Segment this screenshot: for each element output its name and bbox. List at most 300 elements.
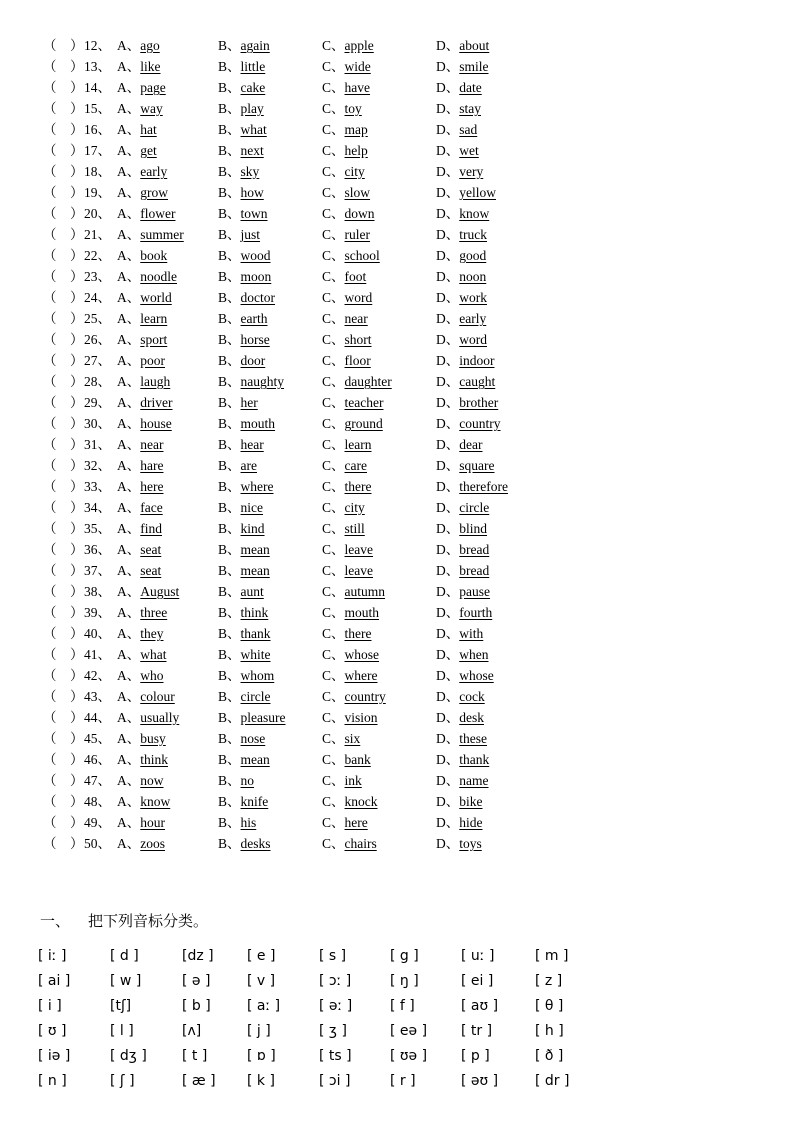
question-number-value: 34 (84, 500, 98, 515)
answer-blank[interactable]: （ ） (43, 248, 84, 263)
answer-blank[interactable]: （ ） (43, 752, 84, 767)
option-c (322, 812, 368, 833)
phonetic-symbol: [ ə ] (182, 973, 211, 989)
option-letter: D、 (436, 122, 460, 137)
answer-blank[interactable]: （ ） (43, 206, 84, 221)
option-word: how (240, 185, 264, 200)
option-word: ink (344, 773, 362, 788)
option-word: floor (344, 353, 371, 368)
question-row (0, 518, 794, 539)
phonetic-symbol: [ i ] (38, 998, 62, 1014)
option-d (436, 329, 487, 350)
answer-blank[interactable]: （ ） (43, 122, 84, 137)
question-number-value: 28 (84, 374, 98, 389)
option-word: whose (459, 668, 494, 683)
question-number-value: 30 (84, 416, 98, 431)
option-letter: C、 (322, 290, 345, 305)
answer-blank[interactable]: （ ） (43, 227, 84, 242)
answer-blank[interactable]: （ ） (43, 416, 84, 431)
option-letter: B、 (218, 227, 241, 242)
option-letter: A、 (117, 290, 141, 305)
option-letter: C、 (322, 773, 345, 788)
option-word: sport (140, 332, 168, 347)
answer-blank[interactable]: （ ） (43, 836, 84, 851)
answer-blank[interactable]: （ ） (43, 143, 84, 158)
option-word: usually (140, 710, 180, 725)
option-letter: B、 (218, 521, 241, 536)
option-b (218, 770, 254, 791)
option-word: thank (240, 626, 271, 641)
option-a (117, 833, 165, 854)
symbol-row (38, 969, 598, 994)
option-letter: A、 (117, 542, 141, 557)
option-letter: B、 (218, 101, 241, 116)
option-a (117, 728, 166, 749)
phonetic-symbol: [ ɒ ] (247, 1048, 276, 1064)
phonetic-symbol: [ uː ] (461, 948, 495, 964)
option-letter: D、 (436, 38, 460, 53)
option-word: get (140, 143, 157, 158)
option-b (218, 287, 275, 308)
option-b (218, 329, 270, 350)
option-word: brother (459, 395, 499, 410)
option-word: mean (240, 542, 270, 557)
question-number: 35、 (84, 521, 111, 536)
option-word: bank (344, 752, 371, 767)
answer-blank[interactable]: （ ） (43, 794, 84, 809)
option-c (322, 77, 370, 98)
option-a (117, 350, 165, 371)
question-number-value: 25 (84, 311, 98, 326)
option-b (218, 182, 264, 203)
option-letter: B、 (218, 689, 241, 704)
option-letter: C、 (322, 269, 345, 284)
answer-blank[interactable]: （ ） (43, 458, 84, 473)
answer-blank[interactable]: （ ） (43, 269, 84, 284)
option-c (322, 161, 365, 182)
option-letter: D、 (436, 479, 460, 494)
option-letter: A、 (117, 500, 141, 515)
option-letter: D、 (436, 269, 460, 284)
option-letter: B、 (218, 290, 241, 305)
option-word: his (240, 815, 257, 830)
option-letter: C、 (322, 80, 345, 95)
phonetic-symbol: [ əː ] (319, 998, 353, 1014)
option-letter: B、 (218, 563, 241, 578)
option-letter: C、 (322, 689, 345, 704)
question-number-value: 45 (84, 731, 98, 746)
option-word: early (459, 311, 487, 326)
option-letter: A、 (117, 773, 141, 788)
option-c (322, 791, 378, 812)
option-word: three (140, 605, 168, 620)
option-c (322, 350, 371, 371)
option-d (436, 623, 483, 644)
question-row (0, 434, 794, 455)
question-number: 37、 (84, 563, 111, 578)
option-letter: B、 (218, 815, 241, 830)
answer-blank[interactable]: （ ） (43, 185, 84, 200)
option-word: teacher (344, 395, 384, 410)
option-c (322, 119, 368, 140)
answer-blank[interactable]: （ ） (43, 773, 84, 788)
question-row (0, 455, 794, 476)
option-b (218, 98, 264, 119)
option-word: sky (240, 164, 260, 179)
option-b (218, 140, 264, 161)
option-c (322, 203, 375, 224)
question-number: 18、 (84, 164, 111, 179)
option-word: school (344, 248, 380, 263)
option-b (218, 35, 270, 56)
phonetic-symbol: [ v ] (247, 973, 276, 989)
phonetic-symbol: [ ʒ ] (319, 1023, 347, 1039)
option-letter: B、 (218, 542, 241, 557)
option-word: again (240, 38, 270, 53)
answer-blank[interactable]: （ ） (43, 479, 84, 494)
option-word: aunt (240, 584, 264, 599)
option-a (117, 371, 170, 392)
option-d (436, 455, 494, 476)
question-row (0, 119, 794, 140)
option-letter: B、 (218, 647, 241, 662)
option-word: about (459, 38, 490, 53)
section-heading (40, 910, 208, 931)
option-b (218, 686, 271, 707)
option-word: have (344, 80, 370, 95)
option-letter: C、 (322, 647, 345, 662)
option-b (218, 413, 275, 434)
phonetic-symbol: [dz ] (182, 948, 214, 964)
option-d (436, 518, 487, 539)
option-b (218, 266, 271, 287)
option-d (436, 35, 489, 56)
option-d (436, 392, 498, 413)
option-word: hare (140, 458, 164, 473)
answer-blank[interactable]: （ ） (43, 374, 84, 389)
answer-blank[interactable]: （ ） (43, 500, 84, 515)
option-d (436, 224, 487, 245)
option-letter: A、 (117, 626, 141, 641)
option-letter: B、 (218, 59, 241, 74)
answer-blank[interactable]: （ ） (43, 395, 84, 410)
option-word: grow (140, 185, 168, 200)
option-letter: C、 (322, 143, 345, 158)
option-letter: A、 (117, 458, 141, 473)
option-letter: A、 (117, 563, 141, 578)
phonetic-symbol: [ ʃ ] (110, 1073, 135, 1089)
phonetic-symbol: [ʌ] (182, 1023, 202, 1039)
option-letter: D、 (436, 815, 460, 830)
option-word: kind (240, 521, 265, 536)
option-c (322, 35, 374, 56)
answer-blank[interactable]: （ ） (43, 668, 84, 683)
option-a (117, 413, 172, 434)
answer-blank[interactable]: （ ） (43, 521, 84, 536)
option-letter: A、 (117, 647, 141, 662)
option-b (218, 791, 268, 812)
option-b (218, 119, 267, 140)
question-number: 20、 (84, 206, 111, 221)
option-word: driver (140, 395, 173, 410)
option-b (218, 644, 271, 665)
question-number-value: 47 (84, 773, 98, 788)
option-word: bread (459, 563, 490, 578)
phonetic-symbol: [ s ] (319, 948, 347, 964)
option-c (322, 455, 367, 476)
phonetic-symbol: [ iː ] (38, 948, 67, 964)
phonetic-symbol: [ ɔi ] (319, 1073, 351, 1089)
option-d (436, 686, 485, 707)
option-word: mouth (344, 605, 380, 620)
option-c (322, 308, 368, 329)
option-letter: D、 (436, 437, 460, 452)
answer-blank[interactable]: （ ） (43, 353, 84, 368)
answer-blank[interactable]: （ ） (43, 626, 84, 641)
phonetic-symbol: [ θ ] (535, 998, 564, 1014)
option-word: autumn (344, 584, 386, 599)
option-a (117, 749, 168, 770)
option-word: leave (344, 563, 373, 578)
option-word: ground (344, 416, 383, 431)
option-a (117, 770, 164, 791)
answer-blank[interactable]: （ ） (43, 101, 84, 116)
question-number-value: 27 (84, 353, 98, 368)
question-row (0, 35, 794, 56)
option-c (322, 182, 370, 203)
option-word: hide (459, 815, 483, 830)
answer-blank[interactable]: （ ） (43, 815, 84, 830)
question-number: 33、 (84, 479, 111, 494)
option-a (117, 455, 163, 476)
option-letter: A、 (117, 269, 141, 284)
option-d (436, 413, 501, 434)
option-letter: C、 (322, 227, 345, 242)
option-c (322, 749, 371, 770)
option-b (218, 749, 270, 770)
option-c (322, 539, 373, 560)
answer-blank[interactable]: （ ） (43, 164, 84, 179)
option-letter: C、 (322, 794, 345, 809)
option-letter: C、 (322, 395, 345, 410)
option-letter: C、 (322, 248, 345, 263)
option-word: now (140, 773, 164, 788)
option-word: her (240, 395, 258, 410)
option-d (436, 98, 481, 119)
option-letter: A、 (117, 437, 141, 452)
answer-blank[interactable]: （ ） (43, 38, 84, 53)
option-word: are (240, 458, 257, 473)
option-word: near (344, 311, 368, 326)
option-a (117, 161, 167, 182)
option-b (218, 224, 260, 245)
answer-blank[interactable]: （ ） (43, 563, 84, 578)
option-word: house (140, 416, 172, 431)
option-a (117, 560, 161, 581)
option-c (322, 434, 372, 455)
option-d (436, 560, 489, 581)
option-letter: B、 (218, 731, 241, 746)
option-letter: A、 (117, 164, 141, 179)
option-d (436, 287, 487, 308)
phonetic-symbol: [ ɔː ] (319, 973, 352, 989)
question-row (0, 812, 794, 833)
option-letter: D、 (436, 248, 460, 263)
option-c (322, 371, 392, 392)
option-word: where (344, 668, 378, 683)
option-letter: B、 (218, 143, 241, 158)
option-word: knock (344, 794, 378, 809)
phonetic-symbol: [tʃ] (110, 998, 132, 1014)
option-letter: C、 (322, 542, 345, 557)
option-letter: B、 (218, 185, 241, 200)
option-d (436, 812, 483, 833)
option-a (117, 518, 162, 539)
option-b (218, 245, 271, 266)
answer-blank[interactable]: （ ） (43, 731, 84, 746)
answer-blank[interactable]: （ ） (43, 332, 84, 347)
phonetic-symbol: [ d ] (110, 948, 139, 964)
question-number: 17、 (84, 143, 111, 158)
option-letter: B、 (218, 311, 241, 326)
answer-blank[interactable]: （ ） (43, 542, 84, 557)
option-word: pleasure (240, 710, 286, 725)
option-letter: C、 (322, 563, 345, 578)
option-letter: A、 (117, 59, 141, 74)
question-number: 27、 (84, 353, 111, 368)
option-word: city (344, 164, 365, 179)
option-a (117, 98, 163, 119)
answer-blank[interactable]: （ ） (43, 710, 84, 725)
question-number-value: 46 (84, 752, 98, 767)
question-number-value: 43 (84, 689, 98, 704)
option-letter: D、 (436, 185, 460, 200)
option-word: date (459, 80, 482, 95)
option-b (218, 728, 265, 749)
option-word: sad (459, 122, 478, 137)
option-letter: B、 (218, 710, 241, 725)
phonetic-symbol: [ ŋ ] (390, 973, 419, 989)
question-number-value: 15 (84, 101, 98, 116)
answer-blank[interactable]: （ ） (43, 59, 84, 74)
option-word: bike (459, 794, 483, 809)
option-letter: D、 (436, 773, 460, 788)
option-letter: C、 (322, 500, 345, 515)
option-word: short (344, 332, 372, 347)
option-letter: C、 (322, 752, 345, 767)
option-word: door (240, 353, 266, 368)
option-letter: C、 (322, 626, 345, 641)
question-number: 45、 (84, 731, 111, 746)
option-letter: D、 (436, 710, 460, 725)
option-word: where (240, 479, 274, 494)
option-word: these (459, 731, 487, 746)
option-d (436, 119, 477, 140)
option-word: name (459, 773, 489, 788)
phonetic-symbol: [ k ] (247, 1073, 275, 1089)
option-a (117, 203, 175, 224)
question-row (0, 833, 794, 854)
option-letter: B、 (218, 773, 241, 788)
option-b (218, 371, 284, 392)
question-number: 22、 (84, 248, 111, 263)
option-b (218, 602, 268, 623)
answer-blank[interactable]: （ ） (43, 437, 84, 452)
option-letter: C、 (322, 332, 345, 347)
option-letter: B、 (218, 269, 241, 284)
option-letter: A、 (117, 521, 141, 536)
option-letter: A、 (117, 227, 141, 242)
option-a (117, 266, 177, 287)
answer-blank[interactable]: （ ） (43, 689, 84, 704)
option-letter: C、 (322, 374, 345, 389)
answer-blank[interactable]: （ ） (43, 311, 84, 326)
option-word: page (140, 80, 166, 95)
answer-blank[interactable]: （ ） (43, 647, 84, 662)
option-b (218, 665, 274, 686)
option-letter: D、 (436, 584, 460, 599)
option-c (322, 497, 365, 518)
option-b (218, 434, 264, 455)
option-letter: D、 (436, 311, 460, 326)
option-word: desk (459, 710, 484, 725)
option-word: face (140, 500, 163, 515)
question-number: 30、 (84, 416, 111, 431)
answer-blank[interactable]: （ ） (43, 80, 84, 95)
option-letter: D、 (436, 143, 460, 158)
answer-blank[interactable]: （ ） (43, 290, 84, 305)
option-letter: B、 (218, 584, 241, 599)
option-letter: C、 (322, 668, 345, 683)
phonetic-symbol: [ f ] (390, 998, 415, 1014)
option-c (322, 707, 378, 728)
option-c (322, 623, 372, 644)
question-number: 46、 (84, 752, 111, 767)
answer-blank[interactable]: （ ） (43, 584, 84, 599)
question-row (0, 686, 794, 707)
phonetic-symbol: [ m ] (535, 948, 569, 964)
phonetic-symbol: [ aʊ ] (461, 998, 499, 1014)
option-letter: D、 (436, 731, 460, 746)
option-word: what (140, 647, 167, 662)
option-b (218, 392, 258, 413)
option-letter: D、 (436, 416, 460, 431)
option-word: poor (140, 353, 165, 368)
option-letter: B、 (218, 164, 241, 179)
question-number: 26、 (84, 332, 111, 347)
phonetic-symbol: [ ʊə ] (390, 1048, 428, 1064)
question-row (0, 707, 794, 728)
option-c (322, 98, 362, 119)
option-word: here (344, 815, 368, 830)
option-letter: D、 (436, 752, 460, 767)
question-row (0, 413, 794, 434)
phonetic-symbol: [ h ] (535, 1023, 564, 1039)
option-letter: B、 (218, 794, 241, 809)
option-word: world (140, 290, 172, 305)
question-row (0, 98, 794, 119)
answer-blank[interactable]: （ ） (43, 605, 84, 620)
option-word: know (459, 206, 490, 221)
question-number-value: 20 (84, 206, 98, 221)
option-word: like (140, 59, 161, 74)
question-number-value: 17 (84, 143, 98, 158)
question-number-value: 29 (84, 395, 98, 410)
option-d (436, 602, 492, 623)
option-word: white (240, 647, 271, 662)
option-word: laugh (140, 374, 171, 389)
option-b (218, 308, 268, 329)
